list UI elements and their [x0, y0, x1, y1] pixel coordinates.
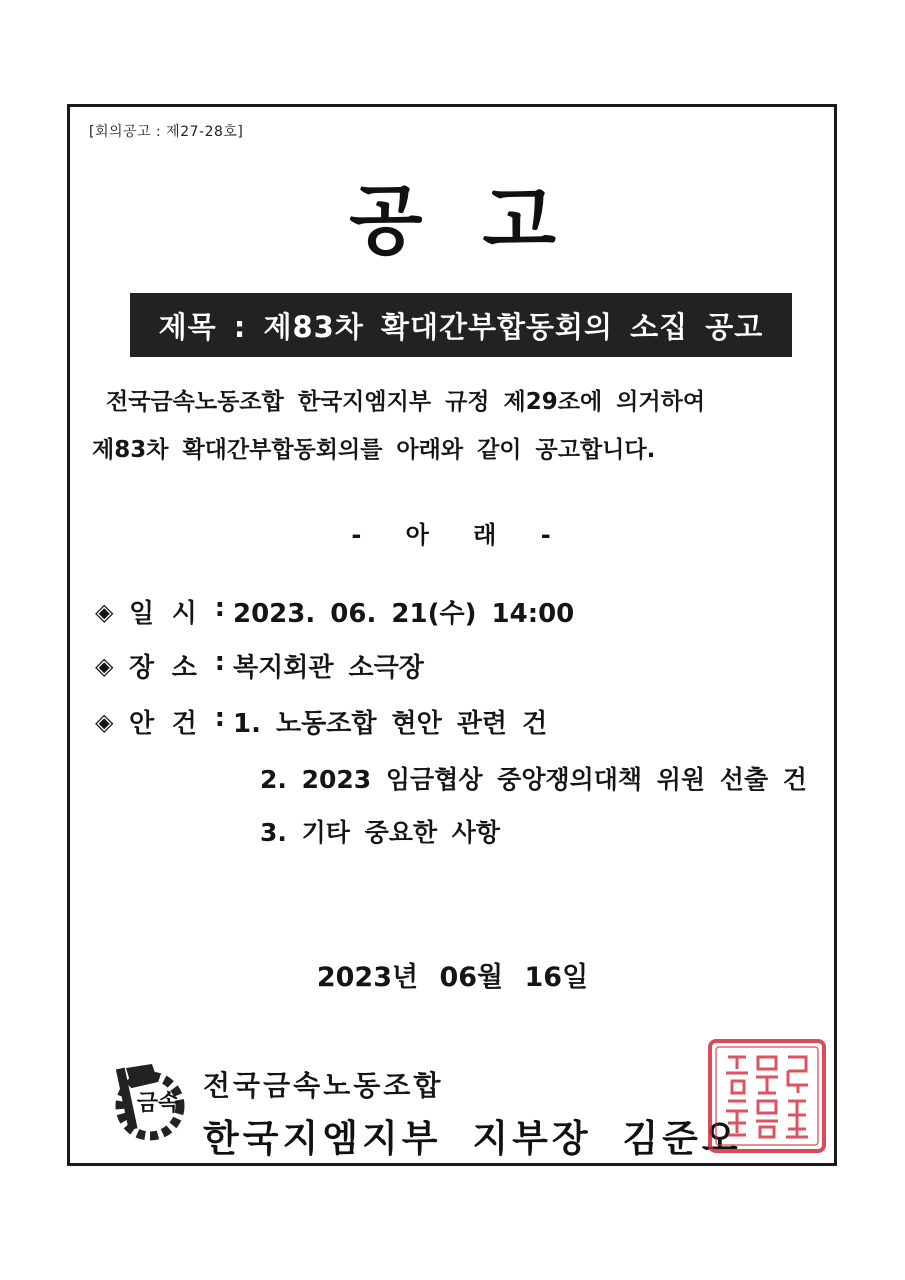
diamond-bullet-icon: ◈ — [95, 597, 114, 626]
body-line-1: 전국금속노동조합 한국지엠지부 규정 제29조에 의거하여 — [106, 389, 706, 415]
detail-value: 2023. 06. 21(수) 14:00 — [233, 599, 575, 629]
body-line-2: 제83차 확대간부합동회의를 아래와 같이 공고합니다. — [92, 437, 656, 463]
agenda-item-3: 3. 기타 중요한 사항 — [260, 818, 501, 847]
signatory: 한국지엠지부 지부장 김준오 — [203, 1117, 742, 1160]
diamond-bullet-icon: ◈ — [95, 707, 114, 736]
detail-label: 안 건 : — [129, 703, 225, 739]
detail-datetime — [95, 593, 574, 630]
logo-text: 금속 — [136, 1091, 180, 1116]
notice-number: [회의공고 : 제27-28호] — [89, 124, 244, 140]
diamond-bullet-icon: ◈ — [95, 651, 114, 680]
detail-label: 일 시 : — [129, 593, 225, 629]
below-heading: - 아 래 - — [351, 521, 554, 549]
detail-label: 장 소 : — [129, 647, 225, 683]
detail-place — [95, 647, 424, 684]
detail-agenda — [95, 703, 547, 740]
union-logo — [110, 1062, 194, 1142]
official-seal — [706, 1037, 828, 1155]
notice-title: 공고 — [349, 176, 616, 265]
detail-value: 복지회관 소극장 — [233, 653, 424, 683]
union-name: 전국금속노동조합 — [203, 1069, 444, 1102]
subject-bar: 제목 : 제83차 확대간부합동회의 소집 공고 — [130, 293, 792, 357]
notice-body — [92, 378, 832, 474]
detail-value: 1. 노동조합 현안 관련 건 — [233, 709, 548, 739]
agenda-item-2: 2. 2023 임금협상 중앙쟁의대책 위원 선출 건 — [260, 765, 807, 794]
notice-date: 2023년 06월 16일 — [316, 962, 589, 993]
